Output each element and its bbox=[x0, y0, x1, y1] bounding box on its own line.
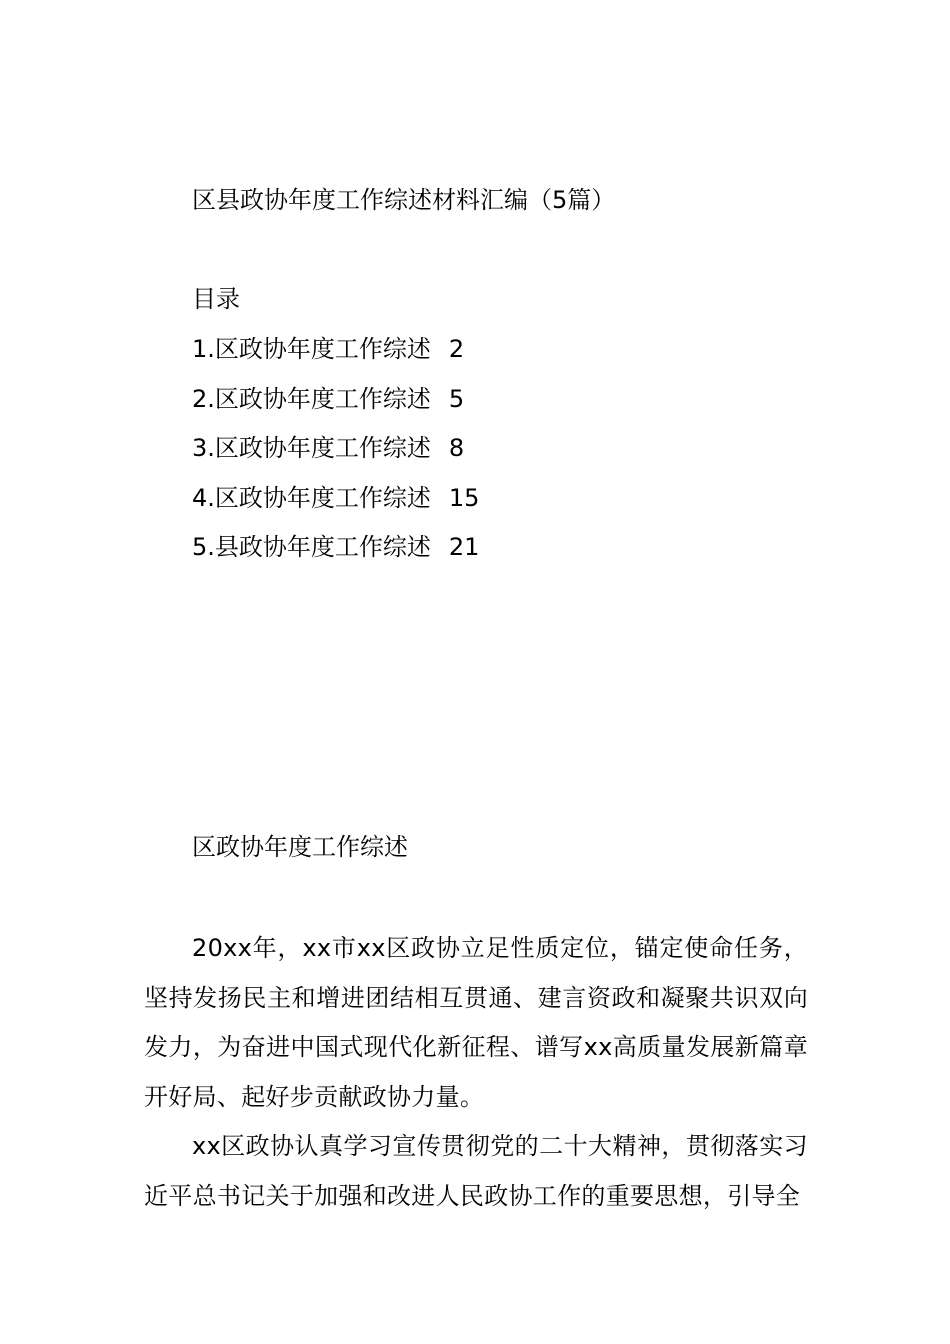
table-of-contents bbox=[192, 331, 479, 579]
toc-entry-label: 4.区政协年度工作综述 bbox=[192, 483, 431, 512]
toc-entry-label: 1.区政协年度工作综述 bbox=[192, 335, 431, 363]
toc-entry-label: 5.县政协年度工作综述 bbox=[192, 533, 431, 561]
toc-entry-page: 5 bbox=[448, 384, 465, 413]
document-title: 区县政协年度工作综述材料汇编（5篇） bbox=[192, 186, 616, 214]
toc-entry-page: 15 bbox=[448, 483, 480, 512]
toc-entry-page: 21 bbox=[448, 533, 480, 561]
toc-entry-page: 8 bbox=[448, 434, 465, 462]
paragraph: xx区政协认真学习宣传贯彻党的二十大精神，贯彻落实习近平总书记关于加强和改进人民政协工作的重要思想，引导全 bbox=[144, 1132, 808, 1210]
toc-entry-3[interactable] bbox=[192, 430, 479, 480]
paragraph: 20xx年，xx市xx区政协立足性质定位，锚定使命任务，坚持发扬民主和增进团结相互贯通、建言资政和凝聚共识双向发力，为奋进中国式现代化新征程、谱写xx高质量发展新篇章开好局、起好步贡献政协力量。 bbox=[144, 934, 808, 1111]
toc-entry-4[interactable] bbox=[192, 480, 479, 530]
toc-entry-2[interactable] bbox=[192, 381, 479, 431]
section-body bbox=[144, 924, 808, 1221]
toc-entry-5[interactable] bbox=[192, 529, 479, 579]
toc-entry-label: 3.区政协年度工作综述 bbox=[192, 434, 431, 462]
toc-entry-1[interactable] bbox=[192, 331, 479, 381]
toc-entry-page: 2 bbox=[448, 335, 465, 363]
toc-heading: 目录 bbox=[192, 285, 240, 313]
toc-entry-label: 2.区政协年度工作综述 bbox=[192, 384, 431, 413]
section-title: 区政协年度工作综述 bbox=[192, 833, 408, 861]
